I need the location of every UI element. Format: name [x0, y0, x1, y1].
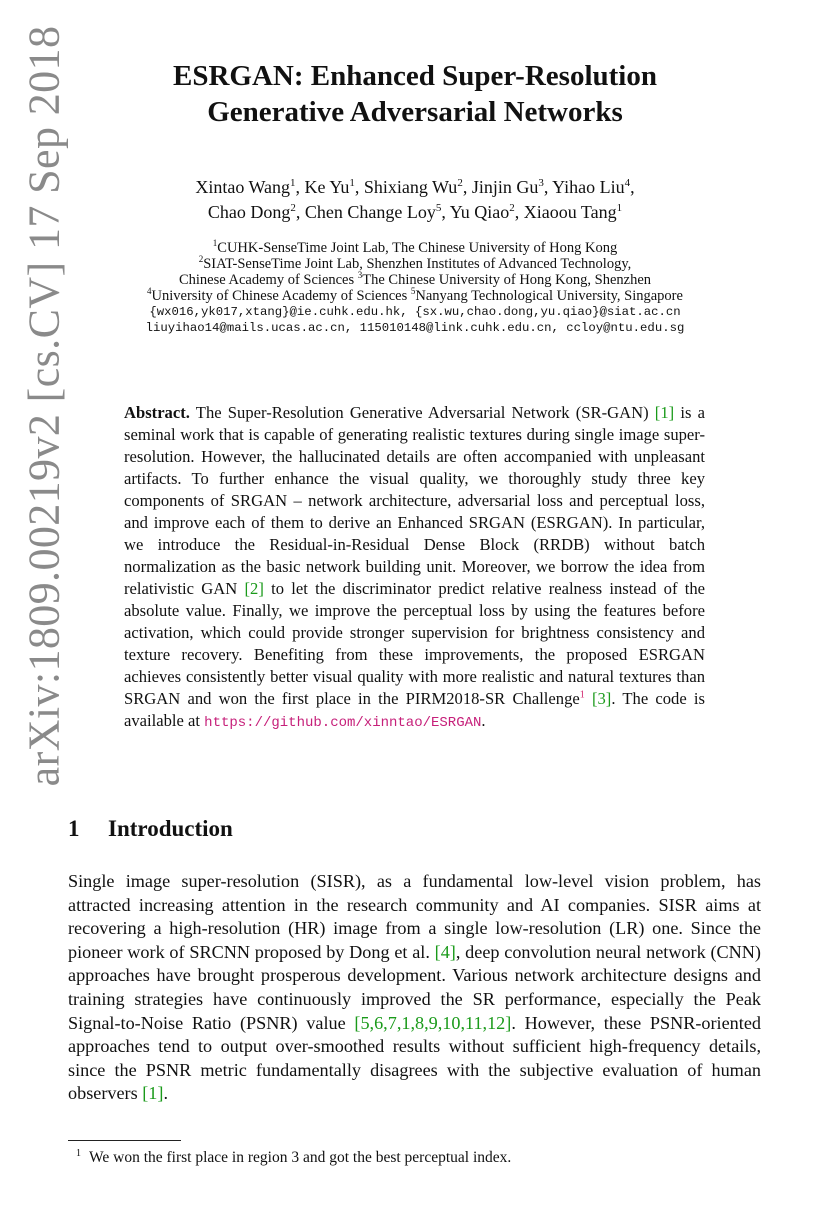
affiliation-number: 5 — [410, 286, 416, 297]
affiliation-text: Nanyang Technological University, Singapore — [415, 288, 683, 304]
citation-link[interactable]: [1] — [142, 1083, 164, 1104]
author-name: Xiaoou Tang — [523, 202, 617, 222]
affiliation-number: 3 — [357, 270, 363, 281]
footnote-reference[interactable]: 1 — [579, 689, 585, 701]
author-separator: , — [295, 202, 305, 222]
affiliation-line — [80, 288, 750, 304]
affiliation-number: 1 — [212, 238, 218, 249]
affiliation-text: The Chinese University of Hong Kong, Shenzhen — [362, 272, 652, 288]
abstract-text: The Super-Resolution Generative Adversarial Network (SR-GAN) — [189, 403, 655, 422]
author-affiliation-mark: 1 — [616, 202, 623, 214]
footnote-text: We won the first place in region 3 and got the best perceptual index. — [89, 1149, 512, 1167]
author-line-2 — [110, 200, 720, 225]
title-line-2: Generative Adversarial Networks — [207, 96, 623, 128]
affiliation-text: SIAT-SenseTime Joint Lab, Shenzhen Institutes of Advanced Technology, — [203, 256, 632, 272]
citation-link[interactable]: [2] — [244, 579, 264, 598]
author-name: Xintao Wang — [195, 177, 291, 197]
affiliation-text: University of Chinese Academy of Sciences — [151, 288, 411, 304]
author-separator: , — [630, 177, 635, 197]
intro-text: . — [163, 1083, 169, 1104]
citation-link[interactable]: [1] — [654, 403, 675, 422]
email-line: {wx016,yk017,xtang}@ie.cuhk.edu.hk, {sx.wu,chao.dong,yu.qiao}@siat.ac.cn — [149, 305, 681, 319]
author-affiliation-mark: 1 — [290, 177, 296, 189]
author-name: Shixiang Wu — [363, 177, 458, 197]
author-name: Chen Change Loy — [304, 202, 436, 222]
affiliation-line — [80, 240, 750, 256]
intro-text: Single image super-resolution (SISR), as a fundamental low-level vision problem, has attracted increasing attention in the research community and AI companies. SISR aims at recovering a high-resolution (HR) image from a single low-resolution (LR) one. Since the pioneer work of SRCNN proposed by Dong et al. — [68, 871, 761, 962]
email-line: liuyihao14@mails.ucas.ac.cn, 115010148@link.cuhk.edu.cn, ccloy@ntu.edu.sg — [145, 321, 685, 335]
paper-title — [120, 58, 710, 130]
affiliations — [80, 240, 750, 336]
affiliation-number: 2 — [198, 254, 204, 265]
section-title: Introduction — [108, 816, 233, 841]
abstract-label: Abstract. — [124, 403, 190, 422]
arxiv-sidebar — [8, 25, 80, 787]
author-separator: , — [462, 177, 472, 197]
author-separator: , — [543, 177, 553, 197]
abstract-text: is a seminal work that is capable of generating realistic textures during single image super-resolution. However, the hallucinated details are often accompanied with unpleasant artifacts. To further enhance the visual quality, we thoroughly study three key components of SRGAN – network architecture, adversarial loss and perceptual loss, and improve each of them to derive an Enhanced SRGAN (ESRGAN). In particular, we introduce the Residual-in-Residual Dense Block (RRDB) without batch normalization as the basic network building unit. Moreover, we borrow the idea from relativistic GAN — [124, 403, 705, 598]
author-name: Yu Qiao — [449, 202, 510, 222]
intro-text: , deep convolution neural network (CNN) approaches have brought prosperous development. Various network architecture designs and training strategies have continuously improved the SR performance, especially the Peak Signal-to-Noise Ratio (PSNR) value — [68, 941, 761, 1033]
author-affiliation-mark: 1 — [349, 177, 355, 189]
code-url-link[interactable]: https://github.com/xinntao/ESRGAN — [204, 715, 482, 731]
abstract-text: to let the discriminator predict relative realness instead of the absolute value. Finally, we improve the perceptual loss by using the features before activation, which could provide stronger supervision for brightness consistency and texture recovery. Benefiting from these improvements, the proposed ESRGAN achieves consistently better visual quality with more realistic and natural textures than SRGAN and won the first place in the PIRM2018-SR Challenge — [124, 579, 705, 708]
footnote — [76, 1148, 511, 1167]
footnote-mark: 1 — [76, 1148, 81, 1159]
affiliation-text: Chinese Academy of Sciences — [178, 272, 358, 288]
author-separator: , — [514, 202, 524, 222]
citation-link[interactable]: [5,6,7,1,8,9,10,11,12] — [354, 1012, 512, 1033]
affiliation-text: CUHK-SenseTime Joint Lab, The Chinese University of Hong Kong — [217, 240, 618, 256]
author-separator: , — [354, 177, 364, 197]
author-name: Ke Yu — [304, 177, 350, 197]
section-number: 1 — [68, 816, 80, 841]
intro-text: . However, these PSNR-oriented approaches tend to output over-smoothed results without sufficient high-frequency details, since the PSNR metric fundamentally disagrees with the subjective evaluation of human observers — [68, 1012, 761, 1104]
author-affiliation-mark: 3 — [538, 177, 544, 189]
author-affiliation-mark: 2 — [457, 177, 463, 189]
title-line-1: ESRGAN: Enhanced Super-Resolution — [173, 60, 657, 92]
author-name: Yihao Liu — [552, 177, 625, 197]
author-name: Chao Dong — [207, 202, 291, 222]
author-name: Jinjin Gu — [471, 177, 539, 197]
author-affiliation-mark: 5 — [435, 202, 442, 214]
author-affiliation-mark: 4 — [624, 177, 631, 189]
author-line-1 — [110, 175, 720, 200]
affiliation-number: 4 — [147, 286, 152, 297]
author-list — [110, 175, 720, 225]
citation-link[interactable]: [3] — [591, 689, 612, 708]
arxiv-identifier[interactable]: arXiv:1809.00219v2 [cs.CV] 17 Sep 2018 — [19, 25, 69, 787]
author-separator: , — [441, 202, 450, 222]
author-affiliation-mark: 2 — [290, 202, 296, 214]
intro-paragraph — [68, 870, 761, 1106]
author-separator: , — [295, 177, 305, 197]
abstract — [124, 402, 705, 734]
author-affiliation-mark: 2 — [509, 202, 515, 214]
affiliation-line — [80, 256, 750, 272]
abstract-text: . The code is available at — [124, 689, 706, 730]
citation-link[interactable]: [4] — [434, 941, 456, 962]
section-heading — [68, 816, 233, 842]
footnote-divider — [68, 1140, 181, 1141]
abstract-text: . — [481, 711, 486, 730]
